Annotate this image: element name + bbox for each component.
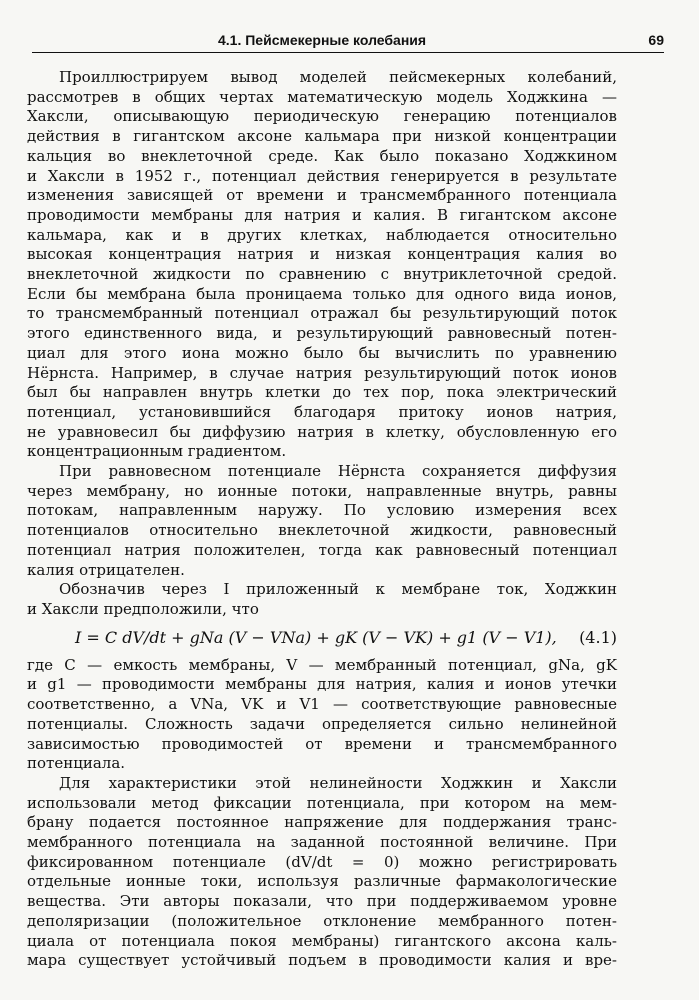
text-line: проводимости мембраны для натрия и калия. В гигантском аксоне [27, 205, 617, 224]
text-line: потокам, направленным наружу. По условию измерения всех [27, 501, 617, 520]
text-line: рассмотрев в общих чертах математическую модель Ходжкина — [27, 87, 617, 106]
text-line: был бы направлен внутрь клетки до тех пор, пока электрический [27, 383, 617, 402]
paragraph [27, 68, 617, 462]
text-line: циала от потенциала покоя мембраны) гигантского аксона каль- [27, 931, 617, 950]
paragraph [27, 656, 617, 774]
equation [27, 620, 617, 656]
header-title: 4.1. Пейсмекерные колебания [218, 32, 427, 48]
text-line: где C — емкость мембраны, V — мембранный потенциал, gNa, gK [27, 655, 617, 674]
equation-body: I = C dV/dt + gNa (V − VNa) + gK (V − VK) + g1 (V − V1), [75, 627, 557, 647]
paragraph [27, 462, 617, 580]
text-line: фиксированном потенциале (dV/dt = 0) можно регистрировать [27, 852, 617, 871]
text-line: высокая концентрация натрия и низкая концентрация калия во [27, 245, 617, 264]
text-line: калия отрицателен. [27, 560, 185, 579]
text-line: Обозначив через I приложенный к мембране ток, Ходжкин [59, 580, 617, 599]
page-header [32, 30, 664, 53]
text-line: внеклеточной жидкости по сравнению с внутриклеточной средой. [27, 265, 617, 284]
paragraph [27, 580, 617, 619]
text-line: не уравновесил бы диффузию натрия в клетку, обусловленную его [27, 422, 617, 441]
text-line: и Хаксли предположили, что [27, 599, 259, 618]
text-line: брану подается постоянное напряжение для поддержания транс- [27, 813, 617, 832]
text-line: мембранного потенциала на заданной постоянной величине. При [27, 833, 617, 852]
text-line: действия в гигантском аксоне кальмара при низкой концентрации [27, 127, 617, 146]
text-line: циал для этого иона можно было бы вычислить по уравнению [27, 343, 617, 362]
body-text [27, 68, 617, 971]
page-number: 69 [648, 32, 664, 48]
text-line: изменения зависящей от времени и трансмембранного потенциала [27, 186, 617, 205]
text-line: кальция во внеклеточной среде. Как было показано Ходжкином [27, 146, 617, 165]
text-line: Проиллюстрируем вывод моделей пейсмекерных колебаний, [59, 68, 617, 86]
text-line: При равновесном потенциале Нёрнста сохраняется диффузия [59, 462, 617, 481]
text-line: потенциал, установившийся благодаря притоку ионов натрия, [27, 402, 617, 421]
text-line: потенциалов относительно внеклеточной жидкости, равновесный [27, 521, 617, 540]
text-line: Хаксли, описывающую периодическую генерацию потенциалов [27, 107, 617, 126]
text-line: Для характеристики этой нелинейности Ходжкин и Хаксли [59, 773, 617, 792]
text-line: деполяризации (положительное отклонение мембранного потен- [27, 911, 617, 930]
text-line: потенциалы. Сложность задачи определяется сильно нелинейной [27, 714, 617, 733]
text-line: кальмара, как и в других клетках, наблюдается относительно [27, 225, 617, 244]
text-line: то трансмембранный потенциал отражал бы результирующий поток [27, 304, 617, 323]
text-line: зависимостью проводимостей от времени и трансмембранного [27, 734, 617, 753]
text-line: потенциала. [27, 754, 126, 773]
text-line: через мембрану, но ионные потоки, направленные внутрь, равны [27, 481, 617, 500]
equation-number: (4.1) [579, 627, 617, 647]
text-line: мара существует устойчивый подъем в проводимости калия и вре- [27, 951, 617, 970]
text-line: этого единственного вида, и результирующий равновесный потен- [27, 324, 617, 343]
text-line: и Хаксли в 1952 г., потенциал действия генерируется в результате [27, 166, 617, 185]
text-line: и g1 — проводимости мембраны для натрия, калия и ионов утечки [27, 675, 617, 694]
text-line: концентрационным градиентом. [27, 442, 287, 461]
text-line: соответственно, а VNa, VK и V1 — соответствующие равновесные [27, 695, 617, 714]
paragraph [27, 774, 617, 971]
text-line: использовали метод фиксации потенциала, при котором на мем- [27, 793, 617, 812]
text-line: вещества. Эти авторы показали, что при поддерживаемом уровне [27, 892, 617, 911]
text-line: Если бы мембрана была проницаема только для одного вида ионов, [27, 284, 617, 303]
text-line: Нёрнста. Например, в случае натрия результирующий поток ионов [27, 363, 617, 382]
text-line: отдельные ионные токи, используя различные фармакологические [27, 872, 617, 891]
text-line: потенциал натрия положителен, тогда как равновесный потенциал [27, 540, 617, 559]
